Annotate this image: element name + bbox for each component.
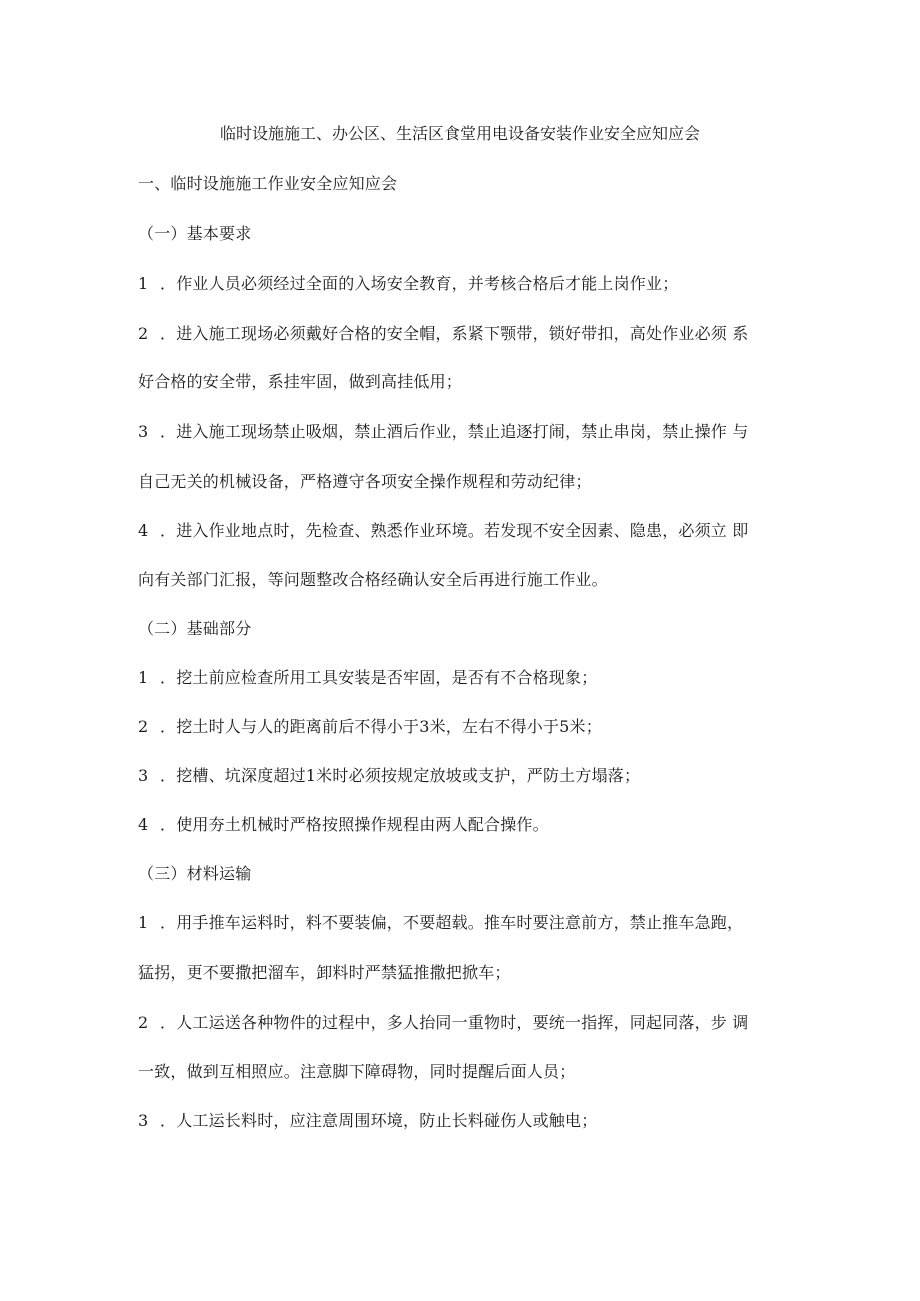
list-item [138,1109,788,1133]
item-text: ．进入作业地点时，先检查、熟悉作业环境。若发现不安全因素、隐患，必须立 即 [160,521,749,540]
list-item [138,911,788,935]
item-number: 3 [138,422,149,441]
item-text-continued: 自己无关的机械设备，严格遵守各项安全操作规程和劳动纪律； [138,472,592,491]
subsection-heading: （三）材料运输 [138,864,252,883]
list-item [138,715,788,739]
list-item [138,666,788,690]
item-text: ．进入施工现场必须戴好合格的安全帽，系紧下颚带，锁好带扣，高处作业必须 系 [160,324,749,343]
item-text: ．进入施工现场禁止吸烟，禁止酒后作业，禁止追逐打闹，禁止串岗，禁止操作 与 [160,422,749,441]
subsection-heading: （二）基础部分 [138,619,252,638]
item-text: ．挖土时人与人的距离前后不得小于3米，左右不得小于5米； [160,717,602,736]
document-title: 临时设施施工、办公区、生活区食堂用电设备安装作业安全应知应会 [219,124,700,143]
item-text: ．人工运送各种物件的过程中，多人抬同一重物时，要统一指挥，同起同落，步 调 [160,1013,749,1032]
section-heading: 一、临时设施施工作业安全应知应会 [138,174,398,193]
item-text-continued: 好合格的安全带，系挂牢固，做到高挂低用； [138,372,463,391]
item-number: 4 [138,815,149,834]
item-text-continued: 一致，做到互相照应。注意脚下障碍物，同时提醒后面人员； [138,1062,576,1081]
list-item [138,813,788,837]
item-text: ．使用夯土机械时严格按照操作规程由两人配合操作。 [160,815,549,834]
item-number: 1 [138,913,149,932]
item-text: ．作业人员必须经过全面的入场安全教育，并考核合格后才能上岗作业； [160,274,679,293]
item-text: ．人工运长料时，应注意周围环境，防止长料碰伤人或触电； [160,1111,598,1130]
list-item [138,272,788,296]
item-number: 1 [138,668,149,687]
subsection-heading: （一）基本要求 [138,224,252,243]
item-text-continued: 向有关部门汇报，等问题整改合格经确认安全后再进行施工作业。 [138,570,608,589]
item-text: ．用手推车运料时，料不要装偏，不要超载。推车时要注意前方，禁止推车急跑， [160,913,744,932]
item-number: 2 [138,1013,149,1032]
list-item [138,420,788,444]
item-number: 2 [138,717,149,736]
item-number: 3 [138,1111,149,1130]
item-number: 4 [138,521,149,540]
item-text: ．挖土前应检查所用工具安装是否牢固，是否有不合格现象； [160,668,598,687]
item-number: 2 [138,324,149,343]
item-text-continued: 猛拐，更不要撒把溜车，卸料时严禁猛推撒把掀车； [138,963,511,982]
list-item [138,1011,788,1035]
item-number: 3 [138,766,149,785]
list-item [138,519,788,543]
item-number: 1 [138,274,149,293]
list-item [138,322,788,346]
list-item [138,764,788,788]
item-text: ．挖槽、坑深度超过1米时必须按规定放坡或支护，严防土方塌落； [160,766,641,785]
